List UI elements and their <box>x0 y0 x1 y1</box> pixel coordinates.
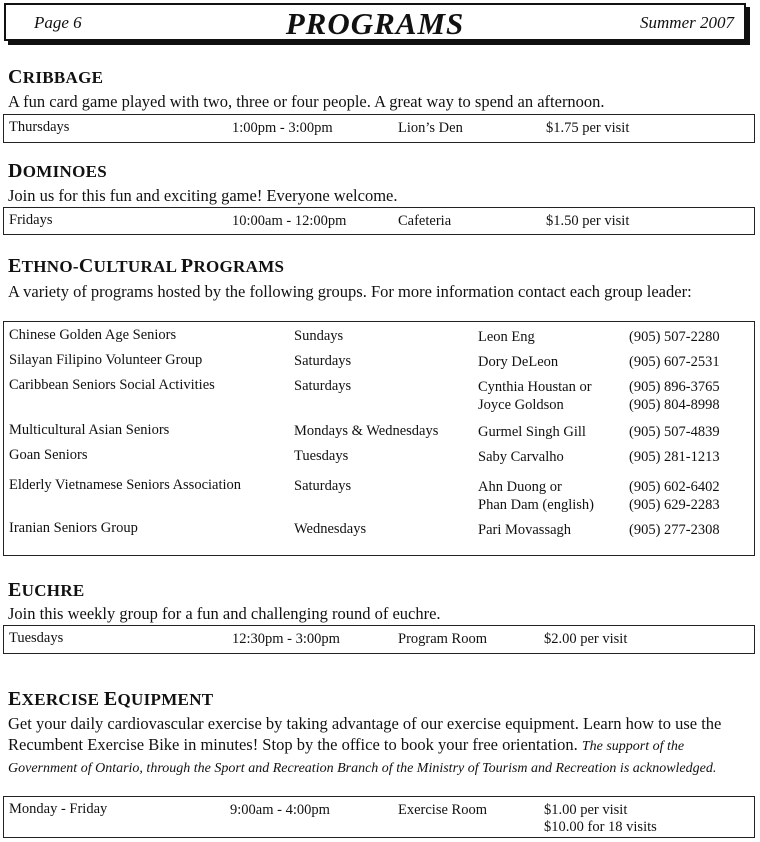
group-name: Silayan Filipino Volunteer Group <box>9 352 203 368</box>
group-day: Saturdays <box>294 378 352 394</box>
dominoes-heading: DOMINOES <box>8 160 108 182</box>
group-phone-alt: (905) 804-8998 <box>629 397 720 413</box>
group-day: Saturdays <box>294 478 352 494</box>
group-day: Saturdays <box>294 353 352 369</box>
group-day: Sundays <box>294 328 344 344</box>
cribbage-fee: $1.75 per visit <box>546 120 630 136</box>
euchre-time: 12:30pm - 3:00pm <box>232 631 340 647</box>
exercise-time: 9:00am - 4:00pm <box>230 802 330 818</box>
group-phone: (905) 602-6402 <box>629 479 720 495</box>
exercise-day: Monday - Friday <box>9 801 108 817</box>
group-phone-alt: (905) 629-2283 <box>629 497 720 513</box>
group-contact-alt: Phan Dam (english) <box>478 497 594 513</box>
group-phone: (905) 896-3765 <box>629 379 720 395</box>
season-label: Summer 2007 <box>640 13 734 32</box>
group-phone: (905) 507-4839 <box>629 424 720 440</box>
dominoes-fee: $1.50 per visit <box>546 213 630 229</box>
group-name: Chinese Golden Age Seniors <box>9 327 177 343</box>
group-name: Iranian Seniors Group <box>9 520 138 536</box>
group-contact: Dory DeLeon <box>478 354 559 370</box>
page-number: Page 6 <box>34 13 82 32</box>
group-contact: Pari Movassagh <box>478 522 572 538</box>
cribbage-time: 1:00pm - 3:00pm <box>232 120 333 136</box>
group-contact: Gurmel Singh Gill <box>478 424 586 440</box>
exercise-heading: EXERCISE EQUIPMENT <box>8 688 214 710</box>
group-contact: Cynthia Houstan or <box>478 379 592 395</box>
exercise-description <box>8 713 753 778</box>
euchre-place: Program Room <box>398 631 488 647</box>
cribbage-schedule-box <box>3 114 755 143</box>
group-day: Mondays & Wednesdays <box>294 423 439 439</box>
euchre-schedule-box <box>3 625 755 654</box>
group-contact-alt: Joyce Goldson <box>478 397 564 413</box>
dominoes-schedule-box <box>3 207 755 235</box>
cribbage-day: Thursdays <box>9 119 70 135</box>
cribbage-place: Lion’s Den <box>398 120 463 136</box>
group-phone: (905) 607-2531 <box>629 354 720 370</box>
exercise-acknowledgement: The support of the Government of Ontario, through the Sport and Recreation Branch of the Ministry of Tourism and Recreation is acknowledged. <box>8 739 717 776</box>
group-day: Wednesdays <box>294 521 367 537</box>
group-contact: Ahn Duong or <box>478 479 562 495</box>
exercise-fee-visit: $1.00 per visit <box>544 802 628 818</box>
dominoes-place: Cafeteria <box>398 213 452 229</box>
group-name: Multicultural Asian Seniors <box>9 422 170 438</box>
euchre-heading: EUCHRE <box>8 579 85 601</box>
cribbage-heading: CRIBBAGE <box>8 66 104 88</box>
ethno-heading: ETHNO-CULTURAL PROGRAMS <box>8 255 285 277</box>
group-name: Caribbean Seniors Social Activities <box>9 377 215 393</box>
ethno-description: A variety of programs hosted by the following groups. For more information contact each group leader: <box>8 282 692 301</box>
group-phone: (905) 507-2280 <box>629 329 720 345</box>
euchre-day: Tuesdays <box>9 630 64 646</box>
euchre-fee: $2.00 per visit <box>544 631 628 647</box>
exercise-place: Exercise Room <box>398 802 487 818</box>
page-header <box>4 3 746 41</box>
cribbage-description: A fun card game played with two, three or four people. A great way to spend an afternoon. <box>8 92 605 111</box>
exercise-schedule-box <box>3 796 755 838</box>
group-day: Tuesdays <box>294 448 349 464</box>
group-contact: Saby Carvalho <box>478 449 564 465</box>
dominoes-description: Join us for this fun and exciting game! Everyone welcome. <box>8 186 398 205</box>
group-phone: (905) 281-1213 <box>629 449 720 465</box>
group-phone: (905) 277-2308 <box>629 522 720 538</box>
group-name: Elderly Vietnamese Seniors Association <box>9 477 242 493</box>
exercise-fee-package: $10.00 for 18 visits <box>544 819 657 835</box>
group-contact: Leon Eng <box>478 329 535 345</box>
dominoes-time: 10:00am - 12:00pm <box>232 213 347 229</box>
page-title: PROGRAMS <box>285 6 465 41</box>
group-name: Goan Seniors <box>9 447 88 463</box>
euchre-description: Join this weekly group for a fun and challenging round of euchre. <box>8 604 441 623</box>
ethno-groups-box <box>3 321 755 556</box>
exercise-description-text: Get your daily cardiovascular exercise by taking advantage of our exercise equipment. Learn how to use the Recumbent Exercise Bike in minutes! Stop by the office to book your free orientation. <box>8 714 722 754</box>
dominoes-day: Fridays <box>9 212 53 228</box>
